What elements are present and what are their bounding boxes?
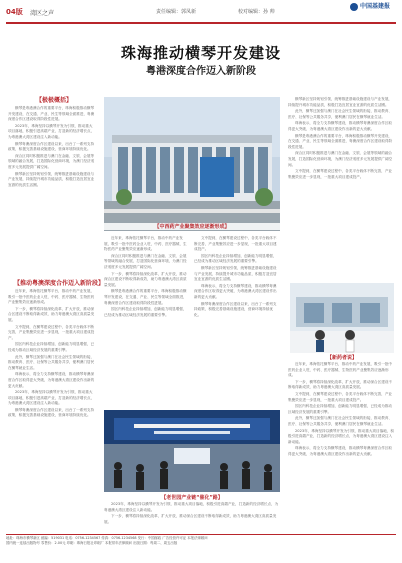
page-header (6, 6, 396, 24)
page-footer (6, 534, 396, 546)
paragraph: 深合区同时积极推进与澳门在金融、文旅、会展等领域的融合发展，打造国际化营商环境，为澳门经济适度多元发展提供广阔空间。 (8, 153, 95, 169)
paragraph: 文中提到，在横琴建设过程中，各类平台载体不断完善，产业集聚效应进一步显现，一批重大项目建成投产。 (194, 236, 277, 252)
editor-credit: 责任编辑：郭凤新 (156, 9, 197, 15)
paragraph: 横琴粤澳深度合作区建设以来，出台了一系列支持政策，积极完善基础设施建设，营商环境持续优化。 (8, 407, 95, 418)
paragraph: 此外，横琴还加强与澳门在社会民生领域的衔接，推动教育、医疗、社保等公共服务共享，便利澳门居民在横琴就业生活。 (8, 354, 95, 370)
article-title: 珠海推动横琴开发建设 (120, 44, 281, 62)
lab-photo (290, 283, 394, 353)
column-1-top (8, 106, 96, 271)
building-photo (104, 97, 280, 231)
column-1-bottom (8, 289, 96, 529)
column-3-bottom (288, 362, 394, 530)
photo-caption-3: 【老世园产业链“催化”路】 (161, 495, 223, 501)
paragraph: 近年来，珠海依托横琴平台，推动中药产业发展，吸引一批中医药企业入驻，中药、医疗器械、生物医药产业聚集效应逐渐形成。 (8, 289, 95, 305)
paragraph: 2023年，珠海坚持以横琴开发为引领，推动重大项目落地，积极引进高端产业，打造新的经济增长点，为粤港澳大湾区建设注入新动能。 (288, 428, 394, 444)
paragraph: 园区内科技企业持续增加，创新能力明显增强，已经成为推动区域经济发展的重要引擎。 (288, 404, 393, 414)
photo-caption-2: 【新药者说】 (326, 355, 357, 361)
paragraph: 2023年，珠海坚持以横琴开发为引领，推动重大项目落地，积极引进高端产业，打造新的经济增长点，为粤港澳大湾区建设注入新动能。 (8, 390, 95, 406)
paragraph: 下一步，横琴将持续深化改革，扩大开放，推动深合区建设不断取得新成效，助力粤港澳大湾区高质量发展。 (104, 271, 187, 287)
paragraph: 深合区同时积极推进与澳门在金融、文旅、会展等领域的融合发展，打造国际化营商环境，为澳门经济适度多元发展提供广阔空间。 (288, 151, 393, 167)
paragraph: 近年来，珠海依托横琴平台，推动中药产业发展，吸引一批中医药企业入驻，中药、医疗器械、生物医药产业聚集效应逐渐形成。 (104, 236, 187, 252)
exhibition-photo (104, 410, 280, 492)
section-heading-2: 【推动粤澳深度合作迈入新阶段】 (14, 280, 105, 287)
paragraph: 2023年，珠海坚持以横琴开发为引领，推动重大项目落地，积极引进高端产业，打造新的经济增长点，为粤港澳大湾区建设注入新动能。 (8, 123, 95, 139)
paragraph: 横琴是粤港澳合作的重要平台，珠海积极推动横琴开发建设，在交通、产业、民生等领域全面推进，粤澳深度合作区建设取得阶段性进展。 (288, 133, 393, 149)
paragraph: 横琴粤澳深度合作区建设以来，出台了一系列支持政策，积极完善基础设施建设，营商环境持续优化。 (194, 301, 277, 317)
paragraph: 下一步，横琴将持续深化改革，扩大开放，推动深合区建设不断取得新成效，助力粤港澳大湾区高质量发展。 (104, 514, 277, 524)
column-2-right (194, 236, 280, 406)
paragraph: 深合区同时积极推进与澳门在金融、文旅、会展等领域的融合发展，打造国际化营商环境，为澳门经济适度多元发展提供广阔空间。 (104, 253, 187, 269)
paragraph: 珠海表示，将全力支持横琴建设，推动横琴粤澳深度合作区取得更大突破，为粤港澳大湾区建设作出新的更大贡献。 (288, 121, 393, 131)
paragraph: 珠海表示，将全力支持横琴建设，推动横琴粤澳深度合作区取得更大突破，为粤港澳大湾区建设作出新的更大贡献。 (288, 446, 393, 456)
paragraph: 2023年，珠海坚持以横琴开发为引领，推动重大项目落地，积极引进高端产业，打造新的经济增长点，为粤港澳大湾区建设注入新动能。 (104, 502, 279, 512)
paragraph: 横琴新区坚持规划引领，统筹推进基础设施建设与产业发展，持续提升城市功能品质，积极打造宜居宜业宜游的优质生活圈。 (8, 171, 95, 187)
exhibition-photo-image (104, 410, 280, 492)
footer-line-2: 国内统一连续出版物号 零售价：2.00元 印刷：珠海日报社印刷厂 本报常年法律顾问 出版日期：每周二、周五出版 (6, 541, 178, 545)
article-subtitle: 粤港深度合作迈入新阶段 (146, 66, 256, 77)
newspaper-logo (350, 1, 390, 11)
footer-line-1: 地址：珠海市横琴新区 邮编：519031 电话：0756-1234567 传真：0756-1234568 发行：中国邮政 广告经营许可证 本报法律顾问 (6, 536, 208, 540)
paragraph: 园区内科技企业持续增加，创新能力明显增强，已经成为推动区域经济发展的重要引擎。 (104, 307, 187, 317)
building-photo-image (104, 97, 280, 231)
paragraph: 近年来，珠海依托横琴平台，推动中药产业发展，吸引一批中医药企业入驻，中药、医疗器械、生物医药产业聚集效应逐渐形成。 (288, 362, 393, 378)
paragraph: 园区内科技企业持续增加，创新能力明显增强，已经成为推动区域经济发展的重要引擎。 (194, 253, 277, 264)
paragraph: 横琴是粤港澳合作的重要平台，珠海积极推动横琴开发建设，在交通、产业、民生等领域全面推进，粤澳深度合作区建设取得阶段性进展。 (104, 289, 187, 305)
paragraph: 珠海表示，将全力支持横琴建设，推动横琴粤澳深度合作区取得更大突破，为粤港澳大湾区建设作出新的更大贡献。 (8, 372, 95, 388)
column-3-top (288, 97, 394, 287)
paragraph: 文中提到，在横琴建设过程中，各类平台载体不断完善，产业集聚效应进一步显现，一批重大项目建成投产。 (8, 324, 95, 340)
page-number: 04版 (6, 8, 23, 16)
logo-mark-icon (350, 3, 358, 11)
paragraph: 文中提到，在横琴建设过程中，各类平台载体不断完善，产业集聚效应进一步显现，一批重大项目建成投产。 (288, 391, 393, 402)
column-2-left (104, 236, 190, 406)
logo-text: 中国基建报 (360, 3, 391, 10)
paragraph: 横琴新区坚持规划引领，统筹推进基础设施建设与产业发展，持续提升城市功能品质，积极打造宜居宜业宜游的优质生活圈。 (194, 265, 277, 282)
paragraph: 珠海表示，将全力支持横琴建设，推动横琴粤澳深度合作区取得更大突破，为粤港澳大湾区建设作出新的更大贡献。 (194, 283, 277, 299)
proof-credit: 校对编辑：孙 帅 (238, 9, 275, 15)
paragraph: 园区内科技企业持续增加，创新能力明显增强，已经成为推动区域经济发展的重要引擎。 (8, 342, 95, 352)
paragraph: 下一步，横琴将持续深化改革，扩大开放，推动深合区建设不断取得新成效，助力粤港澳大湾区高质量发展。 (288, 379, 393, 390)
paragraph: 横琴粤澳深度合作区建设以来，出台了一系列支持政策，积极完善基础设施建设，营商环境持续优化。 (8, 141, 95, 152)
photo-caption-1: 【中西药产业聚集效应逐渐形成】 (104, 223, 280, 230)
lab-photo-image (290, 283, 394, 353)
section-name: 湾区之声 (30, 10, 55, 17)
section-heading-1: 【极极概括】 (36, 97, 73, 104)
paragraph: 下一步，横琴将持续深化改革，扩大开放，推动深合区建设不断取得新成效，助力粤港澳大湾区高质量发展。 (8, 306, 95, 322)
paragraph: 文中提到，在横琴建设过程中，各类平台载体不断完善，产业集聚效应进一步显现，一批重大项目建成投产。 (288, 169, 393, 179)
column-2-bottom (104, 502, 280, 532)
paragraph: 横琴是粤港澳合作的重要平台，珠海积极推动横琴开发建设，在交通、产业、民生等领域全面推进，粤澳深度合作区建设取得阶段性进展。 (8, 106, 95, 122)
paragraph: 此外，横琴还加强与澳门在社会民生领域的衔接，推动教育、医疗、社保等公共服务共享，便利澳门居民在横琴就业生活。 (288, 109, 393, 119)
paragraph: 横琴新区坚持规划引领，统筹推进基础设施建设与产业发展，持续提升城市功能品质，积极打造宜居宜业宜游的优质生活圈。 (288, 97, 393, 107)
paragraph: 此外，横琴还加强与澳门在社会民生领域的衔接，推动教育、医疗、社保等公共服务共享，便利澳门居民在横琴就业生活。 (288, 416, 393, 426)
